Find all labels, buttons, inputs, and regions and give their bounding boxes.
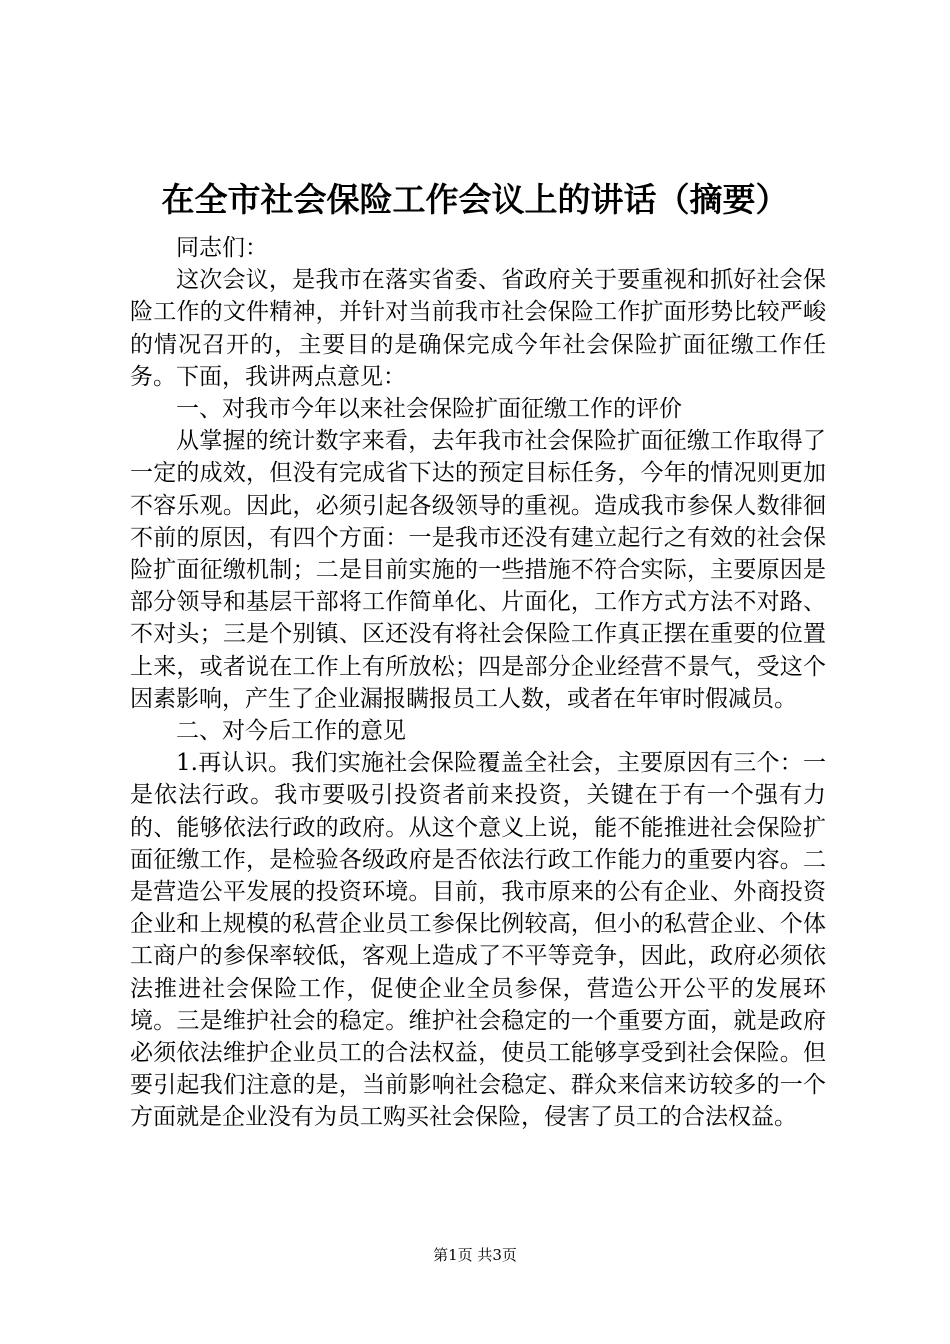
body-paragraph: 从掌握的统计数字来看，去年我市社会保险扩面征缴工作取得了一定的成效，但没有完成省下达的预定目标任务，今年的情况则更加不容乐观。因此，必须引起各级领导的重视。造成我市参保人数徘徊不前的原因，有四个方面：一是我市还没有建立起行之有效的社会保险扩面征缴机制；二是目前实施的一些措施不符合实际，主要原因是部分领导和基层干部将工作简单化、片面化，工作方式方法不对路、不对头；三是个别镇、区还没有将社会保险工作真正摆在重要的位置上来，或者说在工作上有所放松；四是部分企业经营不景气，受这个因素影响，产生了企业漏报瞒报员工人数，或者在年审时假减员。 (130, 428, 826, 712)
document-title: 在全市社会保险工作会议上的讲话（摘要） (161, 180, 789, 219)
section-heading: 一、对我市今年以来社会保险扩面征缴工作的评价 (176, 396, 682, 423)
body-paragraph: 这次会议，是我市在落实省委、省政府关于要重视和抓好社会保险工作的文件精神，并针对当前我市社会保险工作扩面形势比较严峻的情况召开的，主要目的是确保完成今年社会保险扩面征缴工作任务。下面，我讲两点意见： (130, 267, 826, 390)
document-body (130, 232, 826, 1134)
page-number: 第1页 共3页 (433, 1246, 517, 1264)
body-paragraph: 1.再认识。我们实施社会保险覆盖全社会，主要原因有三个：一是依法行政。我市要吸引投资者前来投资，关键在于有一个强有力的、能够依法行政的政府。从这个意义上说，能不能推进社会保险扩面征缴工作，是检验各级政府是否依法行政工作能力的重要内容。二是营造公平发展的投资环境。目前，我市原来的公有企业、外商投资企业和上规模的私营企业员工参保比例较高，但小的私营企业、个体工商户的参保率较低，客观上造成了不平等竞争，因此，政府必须依法推进社会保险工作，促使企业全员参保，营造公开公平的发展环境。三是维护社会的稳定。维护社会稳定的一个重要方面，就是政府必须依法维护企业员工的合法权益，使员工能够享受到社会保险。但要引起我们注意的是，当前影响社会稳定、群众来信来访较多的一个方面就是企业没有为员工购买社会保险，侵害了员工的合法权益。 (130, 750, 826, 1131)
section-heading: 二、对今后工作的意见 (176, 718, 406, 745)
salutation: 同志们： (176, 235, 268, 261)
